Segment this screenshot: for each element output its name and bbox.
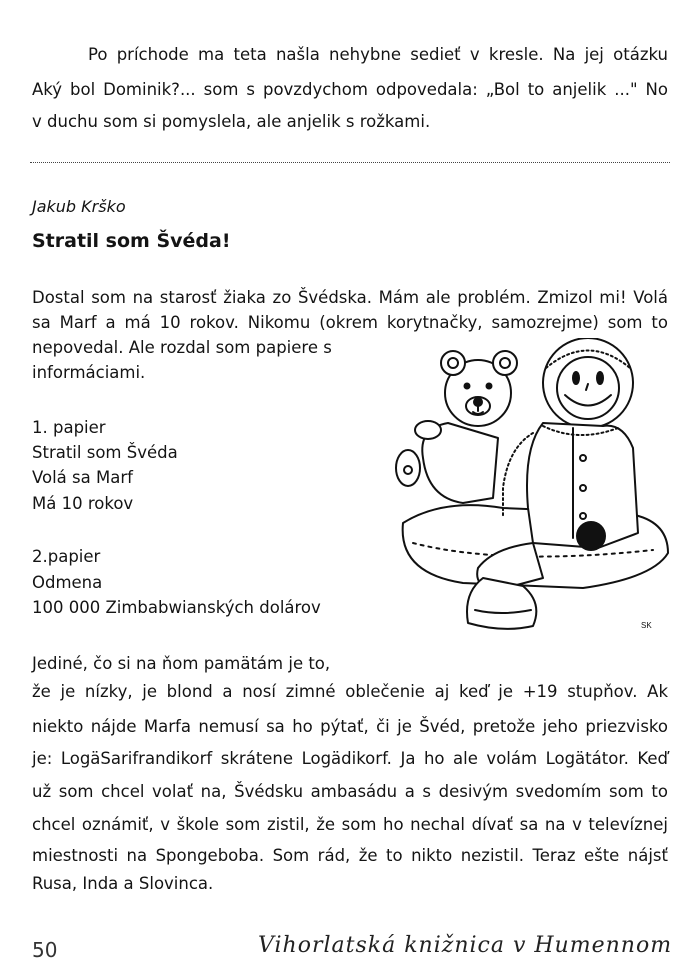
story-line: Jediné, čo si na ňom pamätám je to,: [32, 654, 331, 673]
paper1-line: Stratil som Švéda: [32, 443, 178, 462]
story-line: že je nízky, je blond a nosí zimné oblečenie aj keď je +19 stupňov. Ak: [32, 682, 668, 701]
paper1-line: Volá sa Marf: [32, 468, 133, 487]
section-divider: [30, 162, 670, 163]
intro-line: Po príchode ma teta našla nehybne sedieť v kresle. Na jej otázku: [88, 45, 668, 64]
story-line: Dostal som na starosť žiaka zo Švédska. Mám ale problém. Zmizol mi! Volá: [32, 288, 668, 307]
story-line: je: LogäSarifrandikorf skrátene Logädikorf. Ja ho ale volám Logätátor. Keď: [32, 749, 668, 768]
story-line: informáciami.: [32, 363, 146, 382]
story-title: Stratil som Švéda!: [32, 230, 231, 252]
boy-with-teddy-illustration: [383, 338, 673, 638]
story-line: nepovedal. Ale rozdal som papiere s: [32, 338, 332, 357]
paper1-line: 1. papier: [32, 418, 106, 437]
library-stamp: Vihorlatská knižnica v Humennom: [258, 933, 673, 958]
story-line: Rusa, Inda a Slovinca.: [32, 874, 214, 893]
story-line: chcel oznámiť, v škole som zistil, že som ho nechal dívať sa na v televíznej: [32, 815, 668, 834]
intro-line: v duchu som si pomyslela, ale anjelik s rožkami.: [32, 112, 431, 131]
story-line: miestnosti na Spongeboba. Som rád, že to nikto nezistil. Teraz ešte nájsť: [32, 846, 668, 865]
page-number: 50: [32, 938, 58, 962]
intro-line: Aký bol Dominik?... som s povzdychom odpovedala: „Bol to anjelik ..." No: [32, 80, 668, 99]
paper2-line: 100 000 Zimbabwianských dolárov: [32, 598, 321, 617]
paper1-line: Má 10 rokov: [32, 494, 134, 513]
story-line: už som chcel volať na, Švédsku ambasádu a s desivým svedomím som to: [32, 782, 668, 801]
paper2-line: 2.papier: [32, 547, 101, 566]
author-name: Jakub Krško: [32, 197, 126, 216]
illustration-signature: SK: [641, 621, 652, 630]
story-line: niekto nájde Marfa nemusí sa ho pýtať, či je Švéd, pretože jeho priezvisko: [32, 717, 668, 736]
paper2-line: Odmena: [32, 573, 103, 592]
story-line: sa Marf a má 10 rokov. Nikomu (okrem korytnačky, samozrejme) som to: [32, 313, 668, 332]
